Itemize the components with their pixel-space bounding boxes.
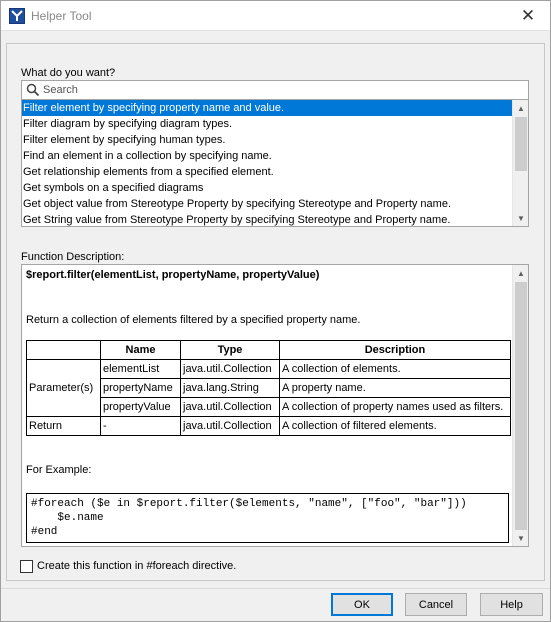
scroll-down-icon[interactable]: ▼ — [517, 213, 525, 223]
footer-divider — [0, 588, 551, 589]
list-item[interactable]: Filter diagram by specifying diagram types. — [23, 118, 233, 130]
scroll-up-icon[interactable]: ▲ — [517, 103, 525, 113]
help-button[interactable]: Help — [480, 593, 543, 616]
close-button[interactable] — [505, 0, 551, 31]
example-code: #foreach ($e in $report.filter($elements, "name", ["foo", "bar"])) $e.name #end — [26, 493, 509, 543]
scroll-thumb[interactable] — [515, 282, 527, 530]
param-type: java.util.Collection — [181, 398, 280, 417]
function-description-label: Function Description: — [21, 251, 125, 263]
description-scrollbar[interactable] — [512, 265, 528, 546]
window-title: Helper Tool — [31, 9, 92, 23]
list-item[interactable]: Filter element by specifying property name and value. — [22, 100, 513, 116]
table-header-empty — [27, 341, 101, 360]
parameters-group-label: Parameter(s) — [27, 360, 101, 417]
scroll-down-icon[interactable]: ▼ — [517, 533, 525, 543]
parameter-table — [26, 340, 511, 436]
function-list[interactable] — [21, 100, 529, 227]
table-header: Description — [280, 341, 511, 360]
table-row — [27, 417, 511, 436]
return-label: Return — [27, 417, 101, 436]
search-box[interactable] — [21, 80, 529, 100]
return-name: - — [101, 417, 181, 436]
param-description: A property name. — [280, 379, 511, 398]
return-type: java.util.Collection — [181, 417, 280, 436]
param-type: java.util.Collection — [181, 360, 280, 379]
cancel-button[interactable]: Cancel — [405, 593, 467, 616]
param-description: A collection of property names used as filters. — [280, 398, 511, 417]
table-header: Name — [101, 341, 181, 360]
table-header: Type — [181, 341, 280, 360]
list-item[interactable]: Find an element in a collection by specifying name. — [23, 150, 272, 162]
ok-button[interactable]: OK — [331, 593, 393, 616]
create-in-foreach-checkbox[interactable] — [20, 560, 33, 573]
description-panel — [21, 264, 529, 547]
title-bar — [0, 0, 551, 31]
list-item[interactable]: Get relationship elements from a specified element. — [23, 166, 274, 178]
table-row — [27, 360, 511, 379]
scroll-up-icon[interactable]: ▲ — [517, 268, 525, 278]
what-do-you-want-label: What do you want? — [21, 67, 116, 79]
create-in-foreach-label: Create this function in #foreach directive. — [37, 560, 237, 572]
scroll-thumb[interactable] — [515, 117, 527, 171]
app-icon — [9, 8, 25, 24]
close-icon: ✕ — [520, 5, 536, 25]
param-name: propertyValue — [101, 398, 181, 417]
example-label: For Example: — [26, 464, 92, 476]
function-list-items — [22, 100, 528, 227]
search-icon — [26, 83, 40, 97]
function-list-scrollbar[interactable] — [512, 100, 528, 226]
return-description: A collection of filtered elements. — [280, 417, 511, 436]
search-input[interactable] — [43, 82, 523, 98]
function-signature: $report.filter(elementList, propertyName, propertyValue) — [26, 269, 320, 281]
list-item[interactable]: Get String value from Stereotype Property by specifying Stereotype and Property name. — [23, 214, 451, 226]
list-item[interactable]: Filter element by specifying human types. — [23, 134, 226, 146]
table-header-row — [27, 341, 511, 360]
param-name: propertyName — [101, 379, 181, 398]
list-item[interactable]: Get object value from Stereotype Property by specifying Stereotype and Property name. — [23, 198, 452, 210]
param-description: A collection of elements. — [280, 360, 511, 379]
create-in-foreach-option[interactable] — [20, 559, 236, 573]
param-name: elementList — [101, 360, 181, 379]
function-return-text: Return a collection of elements filtered by a specified property name. — [26, 314, 361, 326]
list-item[interactable]: Get symbols on a specified diagrams — [23, 182, 204, 194]
param-type: java.lang.String — [181, 379, 280, 398]
